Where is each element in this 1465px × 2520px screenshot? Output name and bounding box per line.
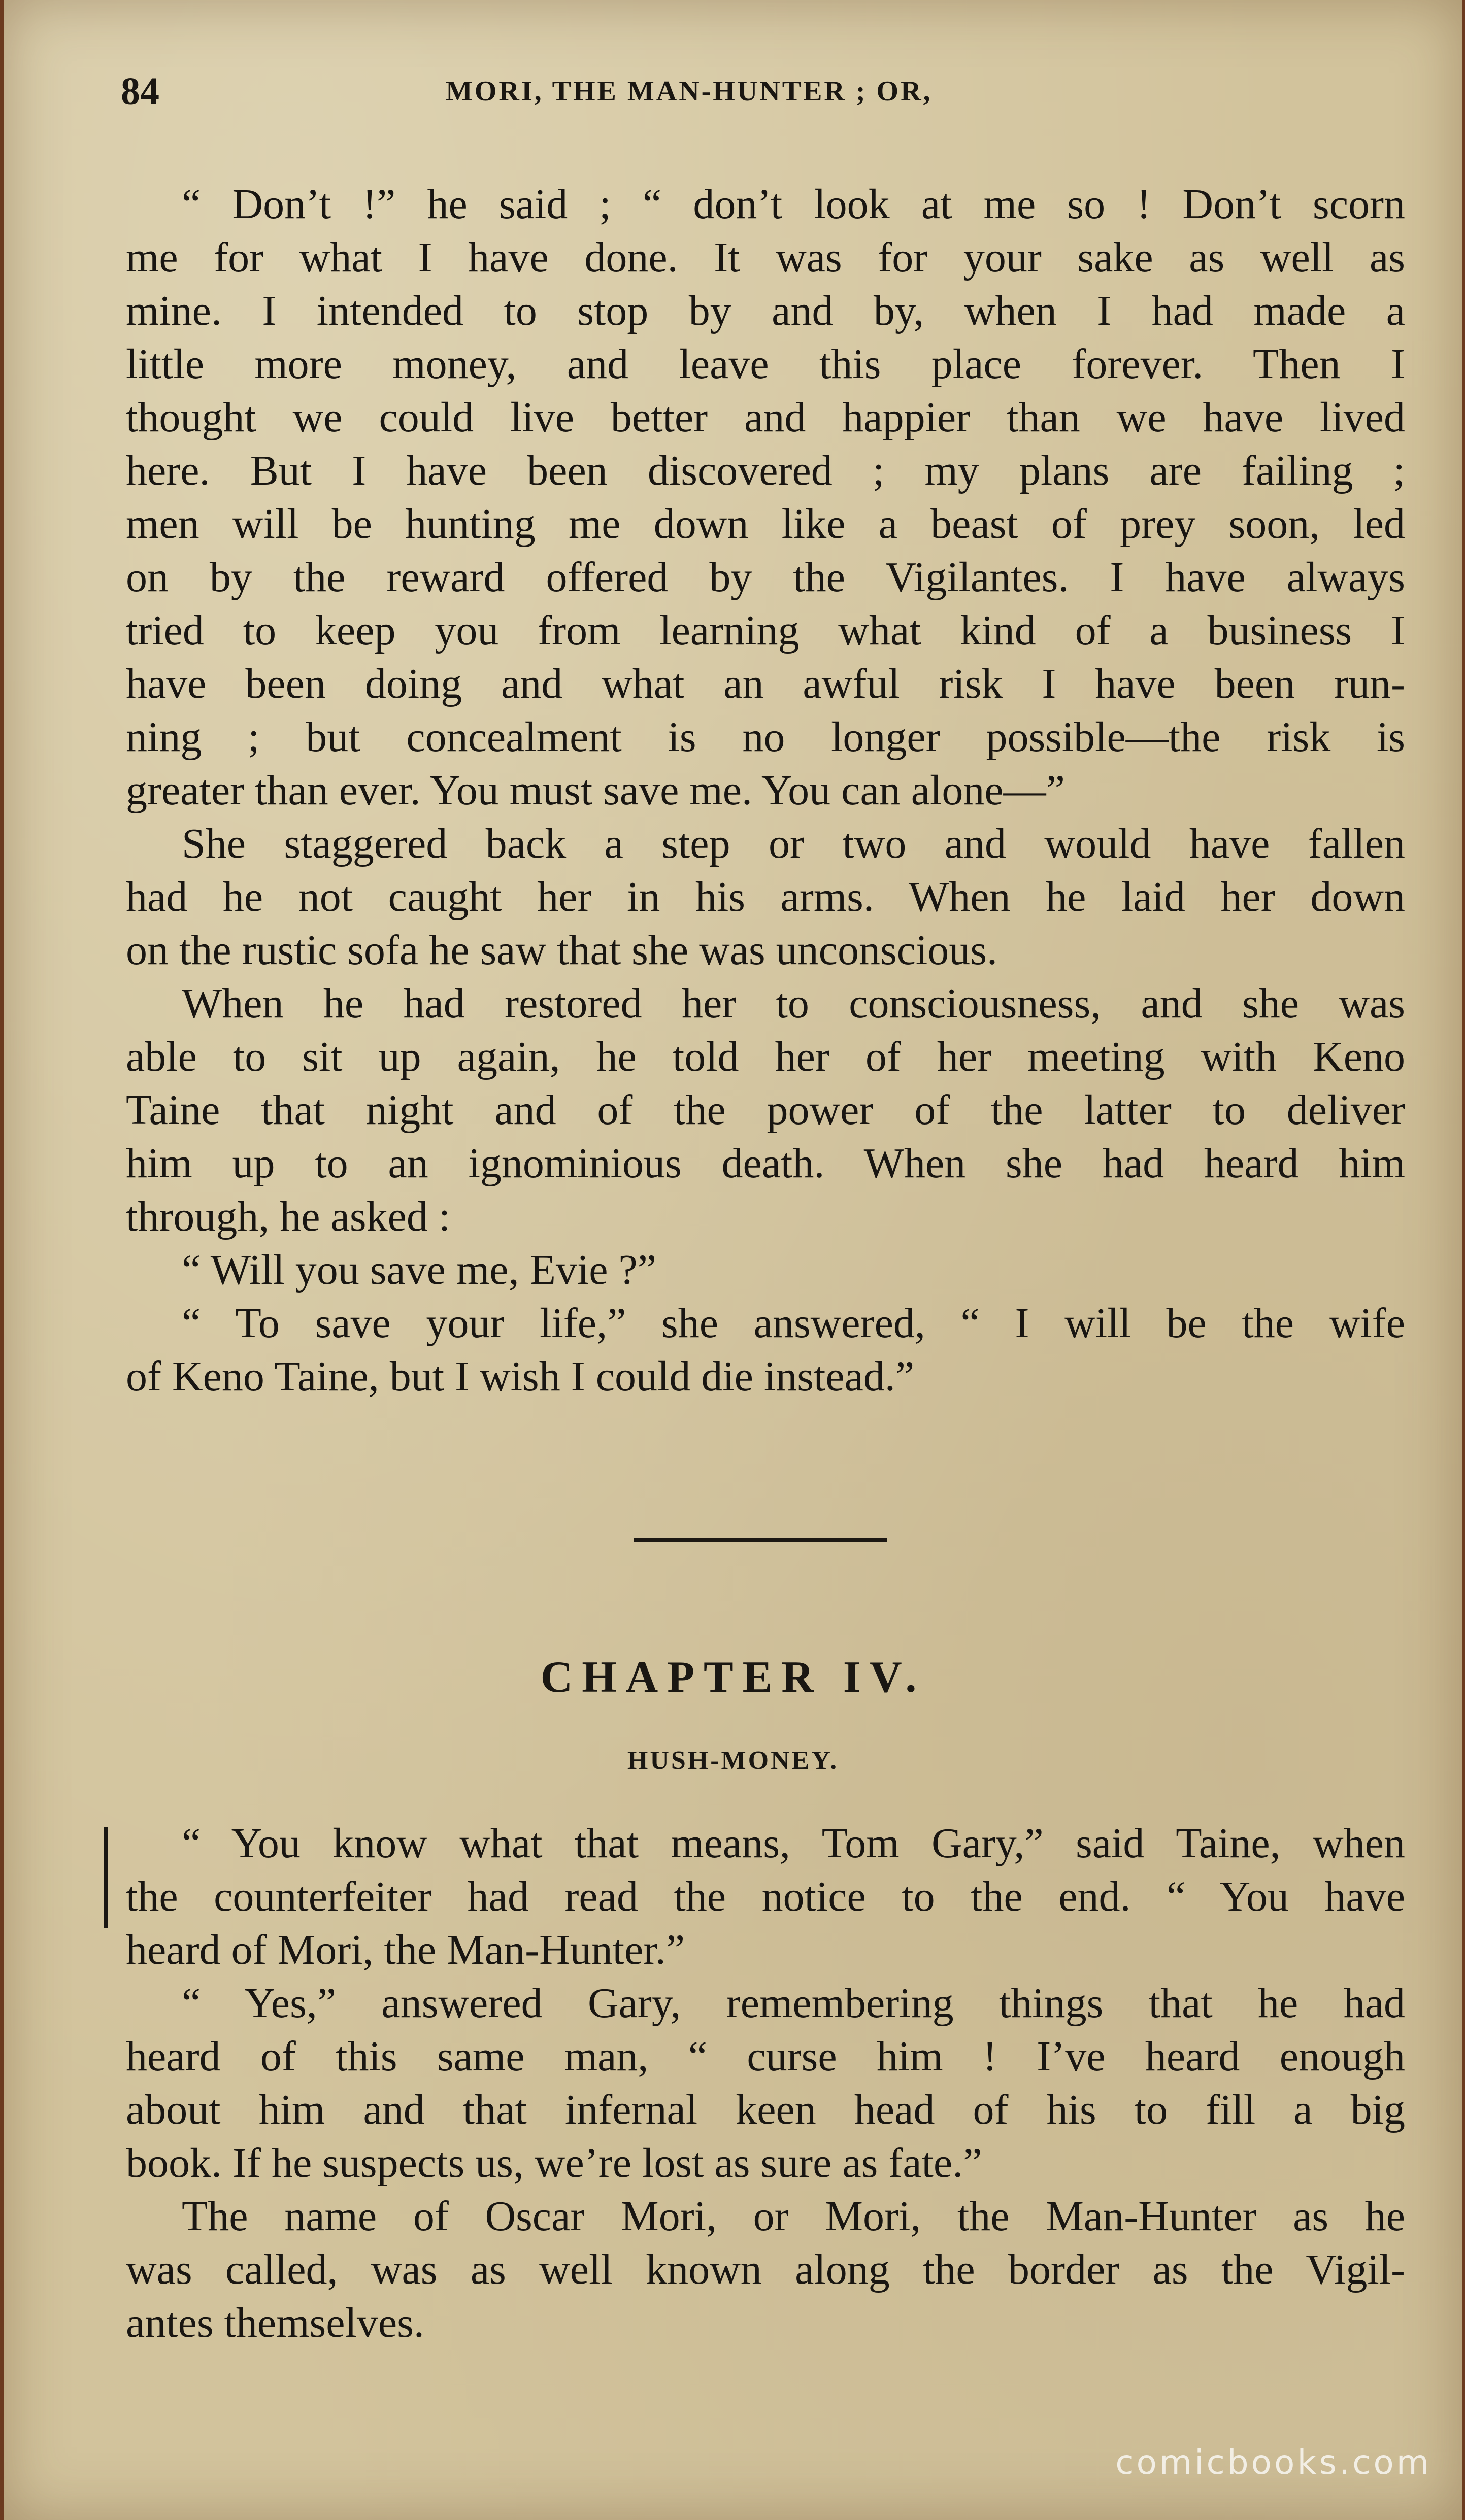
paragraph-8 xyxy=(126,2190,1405,2349)
text-line: of Keno Taine, but I wish I could die instead.” xyxy=(126,1353,915,1400)
text-line: antes themselves. xyxy=(126,2299,424,2346)
paragraph-1 xyxy=(126,178,1405,817)
text-line: able to sit up again, he told her of her meeting with Keno xyxy=(126,1033,1405,1080)
chapter-subtitle: HUSH-MONEY. xyxy=(627,1746,839,1775)
paragraph-3 xyxy=(126,977,1405,1243)
text-line: heard of Mori, the Man-Hunter.” xyxy=(126,1926,685,1973)
text-line: “ Yes,” answered Gary, remembering things that he had xyxy=(182,1980,1405,2027)
text-line: She staggered back a step or two and would have fallen xyxy=(182,820,1405,867)
text-line: “ You know what that means, Tom Gary,” said Taine, when xyxy=(182,1820,1405,1867)
text-line: “ Will you save me, Evie ?” xyxy=(182,1246,657,1293)
running-header xyxy=(121,66,1396,117)
paragraph-2 xyxy=(126,817,1405,977)
chapter-title: CHAPTER IV. xyxy=(540,1653,926,1702)
paragraph-5 xyxy=(126,1297,1405,1403)
text-line: heard of this same man, “ curse him ! I’ve heard enough xyxy=(126,2033,1405,2080)
text-line: about him and that infernal keen head of his to fill a big xyxy=(126,2086,1405,2133)
text-line: mine. I intended to stop by and by, when I had made a xyxy=(126,287,1405,334)
text-line: through, he asked : xyxy=(126,1193,451,1240)
text-line: little more money, and leave this place forever. Then I xyxy=(126,340,1405,388)
text-line: on by the reward offered by the Vigilantes. I have always xyxy=(126,554,1405,601)
text-line: me for what I have done. It was for your sake as well as xyxy=(126,234,1405,281)
text-line: him up to an ignominious death. When she had heard him xyxy=(126,1140,1405,1187)
margin-mark xyxy=(104,1827,108,1928)
paragraph-7 xyxy=(126,1977,1405,2190)
text-line: the counterfeiter had read the notice to the end. “ You have xyxy=(126,1873,1405,1920)
text-line: tried to keep you from learning what kind of a business I xyxy=(126,607,1405,654)
text-line: When he had restored her to consciousness, and she was xyxy=(182,980,1405,1027)
text-line: The name of Oscar Mori, or Mori, the Man-Hunter as he xyxy=(182,2193,1405,2240)
text-line: “ To save your life,” she answered, “ I will be the wife xyxy=(182,1300,1405,1347)
book-page xyxy=(4,0,1462,2520)
text-line: greater than ever. You must save me. You can alone—” xyxy=(126,767,1065,814)
section-divider xyxy=(634,1538,887,1542)
paragraph-4 xyxy=(126,1243,1405,1297)
running-title: MORI, THE MAN-HUNTER ; OR, xyxy=(446,76,933,107)
text-line: book. If he suspects us, we’re lost as sure as fate.” xyxy=(126,2139,982,2187)
text-line: had he not caught her in his arms. When he laid her down xyxy=(126,873,1405,921)
text-line: men will be hunting me down like a beast of prey soon, led xyxy=(126,500,1405,548)
text-line: was called, was as well known along the border as the Vigil- xyxy=(126,2246,1405,2293)
watermark: comicbooks.com xyxy=(1115,2443,1431,2482)
text-line: ning ; but concealment is no longer possible—the risk is xyxy=(126,713,1405,761)
text-line: here. But I have been discovered ; my plans are failing ; xyxy=(126,447,1405,494)
text-line: have been doing and what an awful risk I have been run- xyxy=(126,660,1405,707)
text-line: on the rustic sofa he saw that she was unconscious. xyxy=(126,927,997,974)
text-line: thought we could live better and happier than we have lived xyxy=(126,394,1405,441)
text-line: “ Don’t !” he said ; “ don’t look at me so ! Don’t scorn xyxy=(182,181,1405,228)
paragraph-6 xyxy=(126,1817,1405,1977)
text-line: Taine that night and of the power of the latter to deliver xyxy=(126,1086,1405,1134)
page-number: 84 xyxy=(121,70,159,113)
